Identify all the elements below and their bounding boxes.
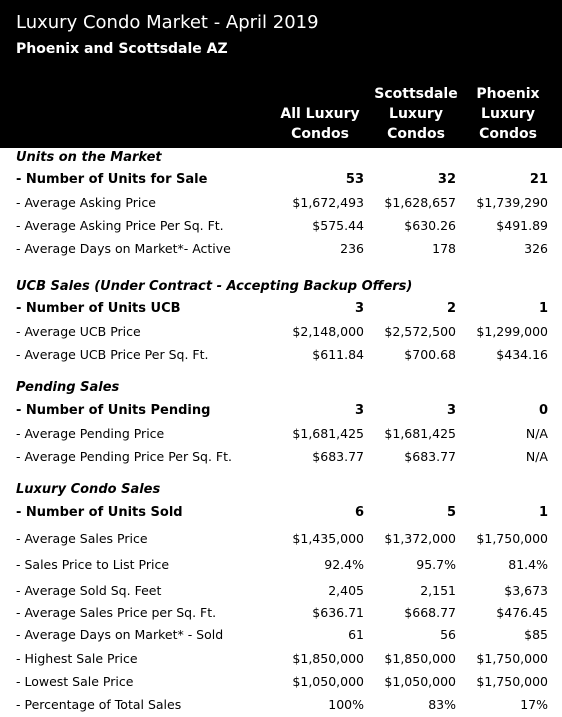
value-scottsdale: $1,372,000 [384,531,456,546]
row-label: - Percentage of Total Sales [16,697,182,712]
value-phoenix: 1 [538,505,548,520]
row-label: - Number of Units Pending [16,403,211,418]
section-title-units-on-market: Units on the Market [16,150,162,165]
column-header-line: Condos [291,126,349,142]
row-label: - Average Asking Price Per Sq. Ft. [16,218,224,233]
column-header-line: Phoenix [476,86,540,102]
column-header-line: Luxury [481,106,535,122]
table-row [0,555,562,575]
value-all-luxury: $636.71 [312,605,364,620]
row-label: - Sales Price to List Price [16,557,170,572]
value-scottsdale: 2,151 [420,583,456,598]
row-label: - Average Days on Market*- Active [16,241,231,256]
column-header-line: Condos [387,126,445,142]
row-label: - Average UCB Price Per Sq. Ft. [16,347,209,362]
value-scottsdale: $1,681,425 [384,426,456,441]
value-scottsdale: 3 [446,403,456,418]
table-row [0,529,562,549]
report-header [0,0,562,148]
value-scottsdale: 56 [440,627,456,642]
value-scottsdale: $683.77 [404,449,456,464]
value-phoenix: N/A [525,426,548,441]
value-all-luxury: $2,148,000 [292,324,364,339]
table-row [0,239,562,259]
table-row [0,299,562,319]
value-scottsdale: $1,050,000 [384,674,456,689]
value-scottsdale: 32 [437,172,456,187]
value-all-luxury: $575.44 [312,218,364,233]
value-all-luxury: $1,672,493 [292,195,364,210]
value-phoenix: 326 [524,241,548,256]
value-phoenix: 21 [529,172,548,187]
table-row [0,672,562,692]
value-all-luxury: 3 [354,301,364,316]
table-row [0,625,562,645]
column-header-all-luxury [276,104,364,144]
table-row [0,401,562,421]
row-label: - Average Sales Price [16,531,148,546]
table-row [0,447,562,467]
column-header-phoenix [466,84,550,144]
value-phoenix: $85 [524,627,548,642]
value-scottsdale: $700.68 [404,347,456,362]
value-scottsdale: 83% [428,697,456,712]
value-phoenix: N/A [525,449,548,464]
row-label: - Highest Sale Price [16,651,138,666]
table-row [0,193,562,213]
table-row [0,322,562,342]
value-all-luxury: 2,405 [328,583,364,598]
value-scottsdale: 2 [446,301,456,316]
value-phoenix: 17% [520,697,548,712]
report-title: Luxury Condo Market - April 2019 [16,12,319,33]
value-all-luxury: 53 [345,172,364,187]
value-phoenix: $3,673 [504,583,548,598]
report-subtitle: Phoenix and Scottsdale AZ [16,41,228,57]
value-all-luxury: 92.4% [324,557,364,572]
value-scottsdale: $668.77 [404,605,456,620]
value-phoenix: $1,299,000 [476,324,548,339]
value-all-luxury: $1,850,000 [292,651,364,666]
table-row [0,603,562,623]
table-row [0,581,562,601]
row-label: - Lowest Sale Price [16,674,134,689]
row-label: - Number of Units for Sale [16,172,208,187]
value-scottsdale: $630.26 [404,218,456,233]
value-all-luxury: $1,681,425 [292,426,364,441]
value-all-luxury: $1,050,000 [292,674,364,689]
value-phoenix: 0 [538,403,548,418]
value-scottsdale: $1,850,000 [384,651,456,666]
section-title-luxury-condo-sales: Luxury Condo Sales [16,482,161,497]
row-label: - Average Sold Sq. Feet [16,583,162,598]
value-all-luxury: $683.77 [312,449,364,464]
column-header-line: Luxury [389,106,443,122]
value-phoenix: $1,750,000 [476,531,548,546]
column-header-line: Scottsdale [374,86,458,102]
row-label: - Average UCB Price [16,324,141,339]
row-label: - Average Days on Market* - Sold [16,627,224,642]
table-row [0,695,562,715]
column-header-line: All Luxury [280,106,360,122]
value-all-luxury: $611.84 [312,347,364,362]
value-phoenix: $1,739,290 [476,195,548,210]
value-phoenix: 81.4% [508,557,548,572]
value-phoenix: $1,750,000 [476,651,548,666]
row-label: - Average Pending Price Per Sq. Ft. [16,449,232,464]
table-row [0,216,562,236]
column-header-line: Condos [479,126,537,142]
row-label: - Number of Units UCB [16,301,181,316]
column-header-scottsdale [372,84,460,144]
row-label: - Average Pending Price [16,426,165,441]
value-all-luxury: 61 [348,627,364,642]
value-scottsdale: 5 [446,505,456,520]
value-all-luxury: 6 [354,505,364,520]
value-all-luxury: $1,435,000 [292,531,364,546]
value-scottsdale: $1,628,657 [384,195,456,210]
table-row [0,649,562,669]
value-phoenix: 1 [538,301,548,316]
value-all-luxury: 100% [328,697,364,712]
table-row [0,424,562,444]
value-all-luxury: 3 [354,403,364,418]
row-label: - Number of Units Sold [16,505,183,520]
row-label: - Average Asking Price [16,195,156,210]
value-scottsdale: 178 [432,241,456,256]
section-title-pending-sales: Pending Sales [16,380,120,395]
section-title-ucb-sales: UCB Sales (Under Contract - Accepting Backup Offers) [16,279,413,294]
row-label: - Average Sales Price per Sq. Ft. [16,605,217,620]
value-phoenix: $434.16 [496,347,548,362]
value-phoenix: $491.89 [496,218,548,233]
table-row [0,170,562,190]
value-scottsdale: 95.7% [416,557,456,572]
value-phoenix: $476.45 [496,605,548,620]
value-all-luxury: 236 [340,241,364,256]
table-row [0,345,562,365]
value-phoenix: $1,750,000 [476,674,548,689]
value-scottsdale: $2,572,500 [384,324,456,339]
table-row [0,503,562,523]
